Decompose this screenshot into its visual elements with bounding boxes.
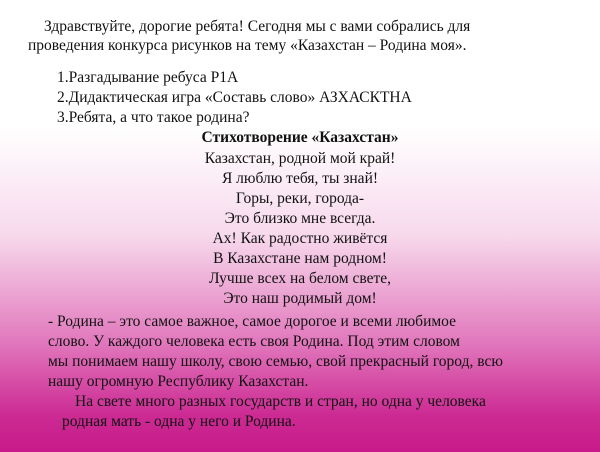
poem-line-4: Это близко мне всегда. bbox=[224, 210, 376, 227]
poem-line-6: В Казахстане нам родном! bbox=[213, 250, 387, 267]
poem-line-2: Я люблю тебя, ты знай! bbox=[221, 170, 379, 187]
poem-line-8: Это наш родимый дом! bbox=[223, 290, 377, 307]
list-item-3: 3.Ребята, а что такое родина? bbox=[57, 109, 250, 126]
list-item-2: 2.Дидактическая игра «Составь слово» АЗХАСКТНА bbox=[57, 89, 412, 106]
closing-line-3: мы понимаем нашу школу, свою семью, свой прекрасный город, всю bbox=[48, 353, 503, 370]
poem-line-3: Горы, реки, города- bbox=[235, 190, 365, 207]
closing-line-1: - Родина – это самое важное, самое дорогое и всеми любимое bbox=[48, 313, 456, 330]
intro-line-1: Здравствуйте, дорогие ребята! Сегодня мы с вами собрались для bbox=[44, 18, 471, 35]
closing-line-4: нашу огромную Республику Казахстан. bbox=[48, 373, 309, 390]
closing-line-5: На свете много разных государств и стран, но одна у человека bbox=[75, 393, 486, 410]
list-item-1: 1.Разгадывание ребуса Р1А bbox=[57, 69, 239, 86]
poem-title: Стихотворение «Казахстан» bbox=[201, 129, 399, 146]
intro-line-2: проведения конкурса рисунков на тему «Казахстан – Родина моя». bbox=[28, 37, 467, 54]
poem-line-7: Лучше всех на белом свете, bbox=[209, 270, 391, 287]
closing-line-2: слово. У каждого человека есть своя Родина. Под этим словом bbox=[48, 333, 460, 350]
closing-line-6: родная мать - одна у него и Родина. bbox=[62, 413, 296, 430]
poem-line-1: Казахстан, родной мой край! bbox=[204, 150, 396, 167]
poem-line-5: Ах! Как радостно живётся bbox=[212, 230, 388, 247]
